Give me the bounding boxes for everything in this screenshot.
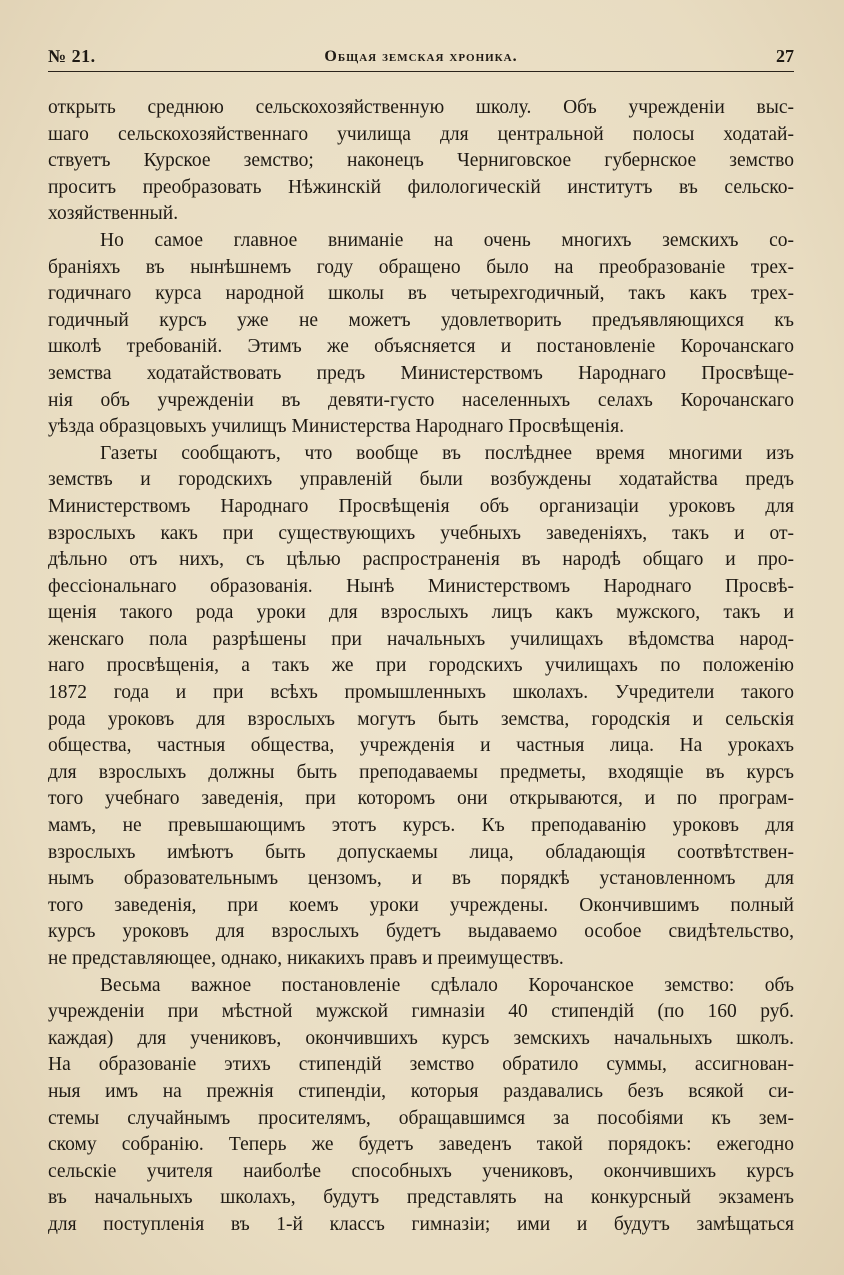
- text-line: женскаго пола разрѣшены при начальныхъ училищахъ вѣдомства народ-: [48, 628, 794, 650]
- text-line: школѣ требованій. Этимъ же объясняется и постановленіе Корочанскаго: [48, 336, 794, 358]
- text-line: Весьма важное постановленіе сдѣлало Корочанское земство: объ: [100, 974, 794, 996]
- text-line: взрослыхъ какъ при существующихъ учебныхъ заведеніяхъ, такъ и от-: [48, 522, 794, 544]
- header-rule: [48, 71, 794, 72]
- text-line: браніяхъ въ нынѣшнемъ году обращено было на преобразованіе трех-: [48, 256, 794, 278]
- text-line: земствъ и городскихъ управленій были возбуждены ходатайства предъ: [48, 469, 794, 491]
- text-line: нія объ учрежденіи въ девяти-густо населенныхъ селахъ Корочанскаго: [48, 389, 794, 411]
- running-title: Общая земская хроника.: [324, 48, 518, 65]
- text-line: не представляющее, однако, никакихъ правъ и преимуществъ.: [48, 948, 564, 969]
- text-line: дѣльно отъ нихъ, съ цѣлью распространенія въ народѣ общаго и про-: [48, 549, 794, 571]
- text-line: щенія такого рода уроки для взрослыхъ лицъ какъ мужского, такъ и: [48, 602, 794, 624]
- text-line: скому собранію. Теперь же будетъ заведенъ такой порядокъ: ежегодно: [48, 1134, 794, 1156]
- text-line: того учебнаго заведенія, при которомъ они открываются, и по програм-: [48, 788, 794, 810]
- text-line: хозяйственный.: [48, 203, 179, 225]
- text-line: для поступленія въ 1-й классъ гимназіи; ими и будутъ замѣщаться: [48, 1213, 794, 1235]
- text-line: нымъ образовательнымъ цензомъ, и въ порядкѣ установленномъ для: [48, 868, 794, 890]
- text-line: общества, частныя общества, учрежденія и частныя лица. На урокахъ: [48, 735, 794, 757]
- text-line: того заведенія, при коемъ уроки учреждены. Окончившимъ полный: [48, 894, 794, 916]
- text-line: каждая) для учениковъ, окончившихъ курсъ земскихъ начальныхъ школъ.: [48, 1027, 794, 1049]
- text-line: учрежденіи при мѣстной мужской гимназіи 40 стипендій (по 160 руб.: [48, 1001, 794, 1023]
- text-line: На образованіе этихъ стипендій земство обратило суммы, ассигнован-: [48, 1054, 794, 1076]
- text-line: мамъ, не превышающимъ этотъ курсъ. Къ преподаванію уроковъ для: [48, 815, 794, 837]
- text-line: годичный курсъ уже не можетъ удовлетворить предъявляющихся къ: [48, 309, 794, 331]
- text-line: годичнаго курса народной школы въ четырехгодичный, такъ какъ трех-: [48, 283, 794, 305]
- text-line: Но самое главное вниманіе на очень многихъ земскихъ со-: [100, 229, 794, 251]
- text-line: 1872 года и при всѣхъ промышленныхъ школахъ. Учредители такого: [48, 682, 794, 704]
- text-line: курсъ уроковъ для взрослыхъ будетъ выдаваемо особое свидѣтельство,: [48, 921, 794, 943]
- text-line: ствуетъ Курское земство; наконецъ Черниговское губернское земство: [48, 150, 794, 172]
- text-line: земства ходатайствовать предъ Министерствомъ Народнаго Просвѣще-: [48, 362, 794, 384]
- text-line: для взрослыхъ должны быть преподаваемы предметы, входящіе въ курсъ: [48, 761, 794, 783]
- text-line: Газеты сообщаютъ, что вообще въ послѣднее время многими изъ: [100, 442, 794, 464]
- body-text: [48, 95, 794, 1239]
- text-line: стемы случайнымъ просителямъ, обращавшимся за пособіями къ зем-: [48, 1107, 794, 1129]
- text-line: сельскіе учителя наиболѣе способныхъ учениковъ, окончившихъ курсъ: [48, 1160, 794, 1182]
- issue-number: № 21.: [48, 46, 96, 66]
- page-number: 27: [776, 46, 794, 66]
- page-header: [48, 46, 794, 74]
- text-line: ныя имъ на прежнія стипендіи, которыя раздавались безъ всякой си-: [48, 1080, 794, 1102]
- text-line: взрослыхъ имѣютъ быть допускаемы лица, обладающія соотвѣтствен-: [48, 841, 794, 863]
- text-line: въ начальныхъ школахъ, будутъ представлять на конкурсный экзаменъ: [48, 1187, 794, 1209]
- text-line: уѣзда образцовыхъ училищъ Министерства Народнаго Просвѣщенія.: [48, 416, 625, 438]
- text-line: Министерствомъ Народнаго Просвѣщенія объ организаціи уроковъ для: [48, 495, 794, 517]
- text-line: шаго сельскохозяйственнаго училища для центральной полосы ходатай-: [48, 123, 794, 145]
- text-line: открыть среднюю сельскохозяйственную школу. Объ учрежденіи выс-: [48, 97, 794, 118]
- text-line: наго просвѣщенія, а такъ же при городскихъ училищахъ по положенію: [48, 655, 794, 677]
- text-line: рода уроковъ для взрослыхъ могутъ быть земства, городскія и сельскія: [48, 708, 794, 730]
- text-line: фессіональнаго образованія. Нынѣ Министерствомъ Народнаго Просвѣ-: [48, 575, 794, 597]
- text-line: проситъ преобразовать Нѣжинскій филологическій институтъ въ сельско-: [48, 176, 794, 198]
